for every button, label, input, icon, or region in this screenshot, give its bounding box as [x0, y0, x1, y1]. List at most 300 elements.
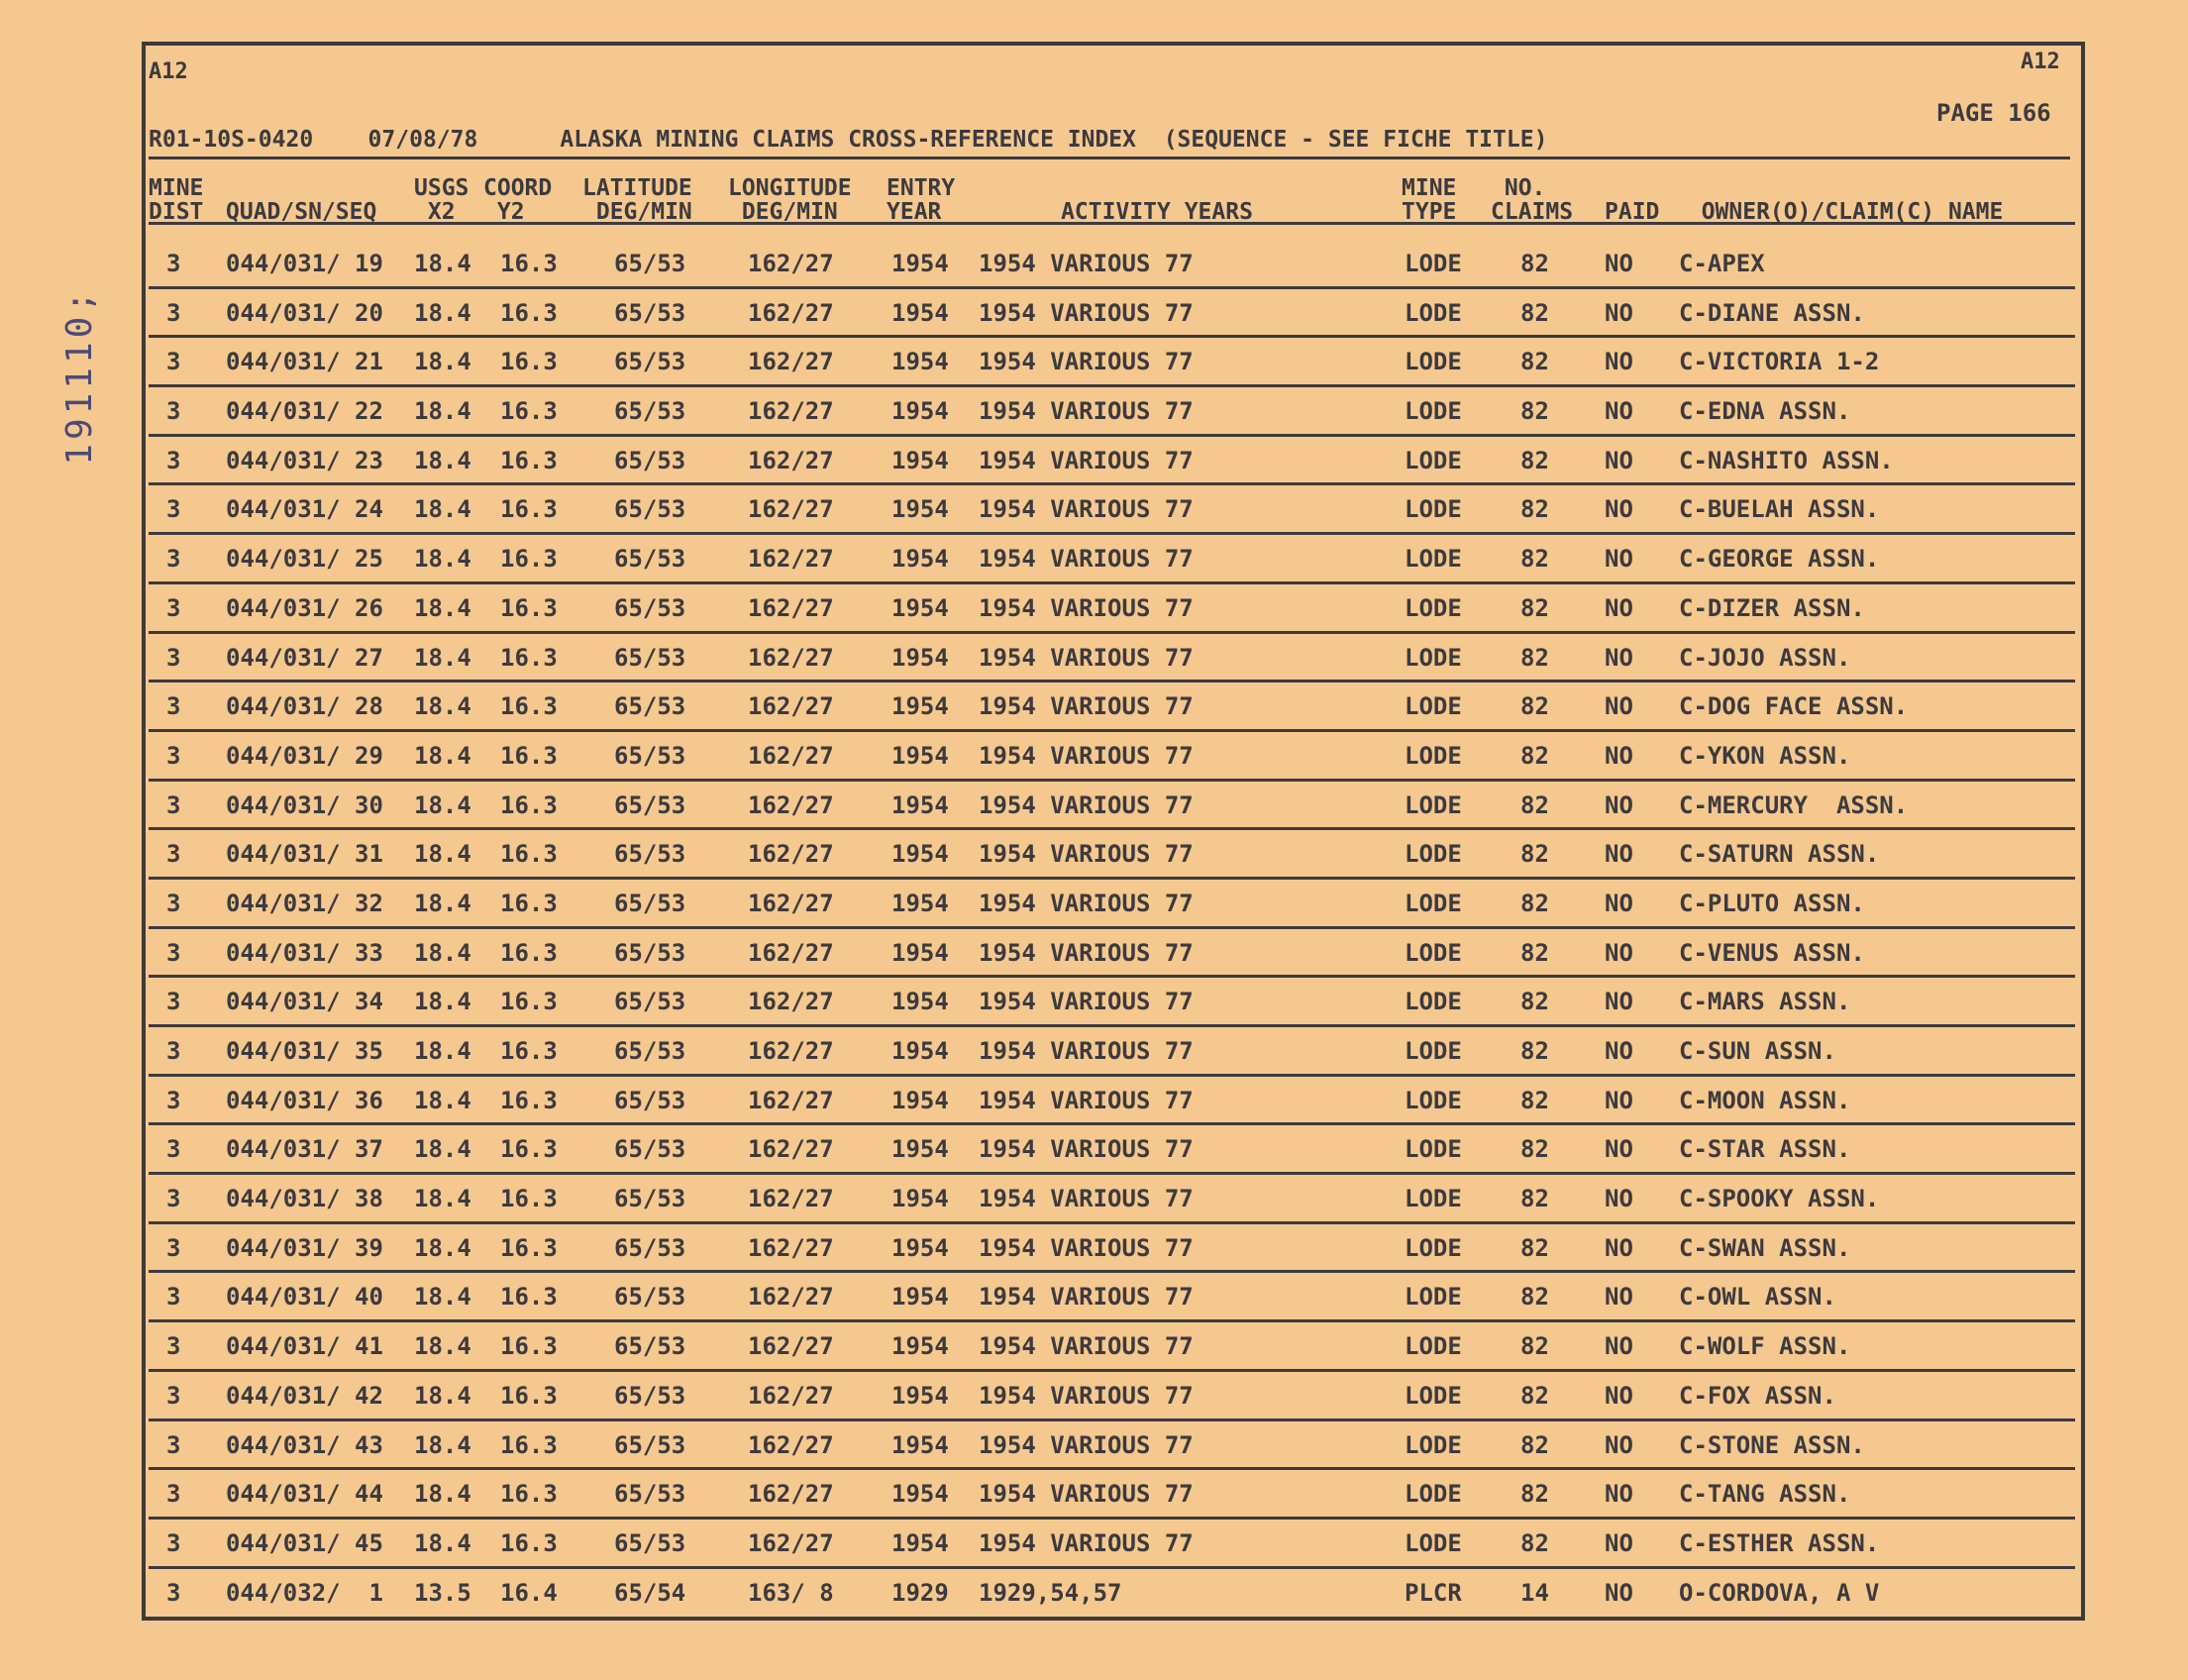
cell-usgs-x2: 18.4	[414, 1528, 471, 1557]
cell-mine-dist: 3	[166, 1135, 181, 1164]
cell-activity-years: 1954 VARIOUS 77	[979, 1037, 1194, 1065]
cell-no-claims: 82	[1520, 397, 1549, 426]
cell-mine-dist: 3	[166, 1283, 181, 1312]
cell-activity-years: 1954 VARIOUS 77	[979, 741, 1194, 770]
cell-owner-claim-name: C-JOJO ASSN.	[1679, 643, 1851, 672]
cell-usgs-x2: 18.4	[414, 298, 471, 327]
cell-latitude: 65/53	[614, 250, 686, 277]
column-header-line1: LONGITUDE	[728, 175, 852, 201]
column-header-line2: DEG/MIN	[728, 199, 838, 225]
cell-mine-dist: 3	[166, 840, 181, 869]
cell-no-claims: 82	[1520, 643, 1549, 672]
column-header-line1: NO.	[1491, 175, 1546, 201]
column-header	[728, 176, 852, 224]
cell-no-claims: 82	[1520, 1381, 1549, 1410]
cell-entry-year: 1954	[891, 1037, 949, 1065]
cell-no-claims: 82	[1520, 840, 1549, 869]
cell-mine-type: LODE	[1405, 250, 1462, 277]
cell-owner-claim-name: C-VENUS ASSN.	[1679, 938, 1865, 967]
cell-coord-y2: 16.3	[500, 1332, 558, 1361]
cell-longitude: 162/27	[748, 988, 834, 1016]
cell-entry-year: 1954	[891, 397, 949, 426]
cell-quad-sn-seq: 044/031/ 25	[226, 545, 383, 574]
cell-paid: NO	[1605, 1135, 1633, 1164]
cell-no-claims: 82	[1520, 1430, 1549, 1459]
cell-entry-year: 1954	[891, 495, 949, 524]
cell-entry-year: 1954	[891, 593, 949, 622]
cell-mine-dist: 3	[166, 1381, 181, 1410]
cell-usgs-x2: 18.4	[414, 1480, 471, 1509]
cell-paid: NO	[1605, 495, 1633, 524]
cell-longitude: 162/27	[748, 298, 834, 327]
cell-activity-years: 1954 VARIOUS 77	[979, 840, 1194, 869]
cell-coord-y2: 16.3	[500, 446, 558, 474]
cell-latitude: 65/53	[614, 1430, 686, 1459]
cell-entry-year: 1954	[891, 1135, 949, 1164]
table-row	[149, 978, 2075, 1027]
cell-owner-claim-name: C-DOG FACE ASSN.	[1679, 692, 1909, 721]
cell-no-claims: 82	[1520, 495, 1549, 524]
cell-no-claims: 82	[1520, 1233, 1549, 1262]
column-header	[979, 176, 1253, 224]
cell-activity-years: 1954 VARIOUS 77	[979, 298, 1194, 327]
cell-mine-dist: 3	[166, 1233, 181, 1262]
cell-no-claims: 82	[1520, 1037, 1549, 1065]
cell-activity-years: 1954 VARIOUS 77	[979, 348, 1194, 376]
cell-mine-dist: 3	[166, 593, 181, 622]
cell-coord-y2: 16.3	[500, 1037, 558, 1065]
cell-longitude: 162/27	[748, 545, 834, 574]
cell-longitude: 162/27	[748, 1332, 834, 1361]
cell-mine-dist: 3	[166, 1578, 181, 1607]
cell-owner-claim-name: C-NASHITO ASSN.	[1679, 446, 1894, 474]
cell-no-claims: 82	[1520, 545, 1549, 574]
cell-usgs-x2: 18.4	[414, 397, 471, 426]
cell-paid: NO	[1605, 250, 1633, 277]
cell-longitude: 162/27	[748, 840, 834, 869]
cell-owner-claim-name: C-SWAN ASSN.	[1679, 1233, 1851, 1262]
cell-coord-y2: 16.3	[500, 1381, 558, 1410]
cell-entry-year: 1954	[891, 298, 949, 327]
cell-paid: NO	[1605, 1480, 1633, 1509]
cell-coord-y2: 16.3	[500, 1480, 558, 1509]
column-header-line1: COORD	[483, 175, 553, 201]
cell-entry-year: 1954	[891, 889, 949, 917]
table-row	[149, 584, 2075, 634]
cell-mine-dist: 3	[166, 348, 181, 376]
cell-coord-y2: 16.3	[500, 397, 558, 426]
cell-paid: NO	[1605, 988, 1633, 1016]
cell-longitude: 162/27	[748, 397, 834, 426]
column-header-line2: CLAIMS	[1491, 199, 1574, 225]
cell-latitude: 65/53	[614, 495, 686, 524]
cell-coord-y2: 16.3	[500, 593, 558, 622]
cell-longitude: 162/27	[748, 348, 834, 376]
corner-label-left: A12	[149, 59, 188, 84]
cell-paid: NO	[1605, 889, 1633, 917]
cell-owner-claim-name: C-MARS ASSN.	[1679, 988, 1851, 1016]
cell-coord-y2: 16.3	[500, 1283, 558, 1312]
cell-quad-sn-seq: 044/031/ 44	[226, 1480, 383, 1509]
cell-quad-sn-seq: 044/031/ 32	[226, 889, 383, 917]
table-row	[149, 289, 2075, 339]
cell-mine-type: LODE	[1405, 741, 1462, 770]
column-header-line2: Y2	[483, 199, 525, 225]
cell-usgs-x2: 18.4	[414, 1430, 471, 1459]
cell-mine-type: LODE	[1405, 545, 1462, 574]
cell-coord-y2: 16.4	[500, 1578, 558, 1607]
cell-mine-type: LODE	[1405, 397, 1462, 426]
cell-entry-year: 1954	[891, 840, 949, 869]
cell-mine-type: LODE	[1405, 1185, 1462, 1213]
cell-owner-claim-name: C-FOX ASSN.	[1679, 1381, 1836, 1410]
cell-paid: NO	[1605, 397, 1633, 426]
cell-mine-dist: 3	[166, 938, 181, 967]
cell-coord-y2: 16.3	[500, 495, 558, 524]
cell-coord-y2: 16.3	[500, 545, 558, 574]
cell-usgs-x2: 18.4	[414, 988, 471, 1016]
cell-activity-years: 1954 VARIOUS 77	[979, 250, 1194, 277]
cell-entry-year: 1954	[891, 790, 949, 819]
cell-no-claims: 82	[1520, 348, 1549, 376]
cell-activity-years: 1954 VARIOUS 77	[979, 790, 1194, 819]
cell-activity-years: 1954 VARIOUS 77	[979, 1233, 1194, 1262]
cell-quad-sn-seq: 044/031/ 33	[226, 938, 383, 967]
cell-usgs-x2: 18.4	[414, 545, 471, 574]
cell-latitude: 65/53	[614, 938, 686, 967]
cell-no-claims: 82	[1520, 889, 1549, 917]
cell-coord-y2: 16.3	[500, 348, 558, 376]
cell-owner-claim-name: C-OWL ASSN.	[1679, 1283, 1836, 1312]
cell-longitude: 162/27	[748, 1037, 834, 1065]
cell-mine-dist: 3	[166, 1185, 181, 1213]
column-header-line2: YEAR	[886, 199, 942, 225]
cell-mine-type: LODE	[1405, 988, 1462, 1016]
column-header	[149, 176, 203, 224]
cell-mine-type: LODE	[1405, 1528, 1462, 1557]
cell-entry-year: 1954	[891, 545, 949, 574]
cell-entry-year: 1954	[891, 1283, 949, 1312]
cell-longitude: 162/27	[748, 1135, 834, 1164]
cell-longitude: 162/27	[748, 889, 834, 917]
cell-mine-dist: 3	[166, 250, 181, 277]
cell-no-claims: 82	[1520, 938, 1549, 967]
cell-quad-sn-seq: 044/031/ 38	[226, 1185, 383, 1213]
table-row	[149, 1421, 2075, 1471]
cell-quad-sn-seq: 044/031/ 39	[226, 1233, 383, 1262]
cell-quad-sn-seq: 044/031/ 35	[226, 1037, 383, 1065]
cell-usgs-x2: 18.4	[414, 250, 471, 277]
cell-latitude: 65/53	[614, 1480, 686, 1509]
cell-latitude: 65/53	[614, 643, 686, 672]
cell-mine-dist: 3	[166, 1480, 181, 1509]
cell-latitude: 65/53	[614, 988, 686, 1016]
cell-owner-claim-name: C-VICTORIA 1-2	[1679, 348, 1880, 376]
table-row	[149, 880, 2075, 929]
column-header	[414, 176, 469, 224]
cell-quad-sn-seq: 044/031/ 24	[226, 495, 383, 524]
cell-activity-years: 1954 VARIOUS 77	[979, 1480, 1194, 1509]
cell-entry-year: 1954	[891, 1480, 949, 1509]
cell-paid: NO	[1605, 1283, 1633, 1312]
cell-mine-dist: 3	[166, 988, 181, 1016]
cell-quad-sn-seq: 044/031/ 43	[226, 1430, 383, 1459]
cell-coord-y2: 16.3	[500, 889, 558, 917]
column-header-line2: X2	[414, 199, 456, 225]
cell-latitude: 65/53	[614, 790, 686, 819]
table-row	[149, 1027, 2075, 1077]
cell-longitude: 162/27	[748, 446, 834, 474]
table-row	[149, 682, 2075, 732]
cell-mine-dist: 3	[166, 1430, 181, 1459]
cell-longitude: 162/27	[748, 1480, 834, 1509]
cell-longitude: 162/27	[748, 938, 834, 967]
cell-no-claims: 82	[1520, 250, 1549, 277]
cell-activity-years: 1954 VARIOUS 77	[979, 643, 1194, 672]
cell-entry-year: 1954	[891, 1233, 949, 1262]
cell-usgs-x2: 18.4	[414, 593, 471, 622]
table-row	[149, 338, 2075, 387]
cell-no-claims: 14	[1520, 1578, 1549, 1607]
cell-coord-y2: 16.3	[500, 298, 558, 327]
cell-owner-claim-name: C-YKON ASSN.	[1679, 741, 1851, 770]
cell-mine-dist: 3	[166, 790, 181, 819]
cell-paid: NO	[1605, 741, 1633, 770]
cell-mine-dist: 3	[166, 1332, 181, 1361]
cell-no-claims: 82	[1520, 1480, 1549, 1509]
cell-quad-sn-seq: 044/031/ 22	[226, 397, 383, 426]
table-row	[149, 1077, 2075, 1126]
cell-quad-sn-seq: 044/031/ 34	[226, 988, 383, 1016]
cell-quad-sn-seq: 044/031/ 30	[226, 790, 383, 819]
cell-quad-sn-seq: 044/031/ 42	[226, 1381, 383, 1410]
cell-no-claims: 82	[1520, 446, 1549, 474]
table-row	[149, 929, 2075, 979]
cell-usgs-x2: 18.4	[414, 643, 471, 672]
cell-coord-y2: 16.3	[500, 643, 558, 672]
column-header	[582, 176, 692, 224]
table-row	[149, 1125, 2075, 1175]
report-header: R01-10S-0420 07/08/78 ALASKA MINING CLAIMS CROSS-REFERENCE INDEX (SEQUENCE - SEE FICHE TITLE)	[149, 127, 2070, 159]
cell-usgs-x2: 18.4	[414, 1185, 471, 1213]
cell-latitude: 65/53	[614, 1233, 686, 1262]
cell-coord-y2: 16.3	[500, 1185, 558, 1213]
cell-paid: NO	[1605, 1037, 1633, 1065]
cell-no-claims: 82	[1520, 1135, 1549, 1164]
cell-owner-claim-name: C-MERCURY ASSN.	[1679, 790, 1909, 819]
column-header	[226, 176, 376, 224]
claims-table	[149, 240, 2075, 1618]
cell-quad-sn-seq: 044/031/ 26	[226, 593, 383, 622]
column-header-line1: LATITUDE	[582, 175, 692, 201]
cell-mine-type: LODE	[1405, 692, 1462, 721]
cell-activity-years: 1954 VARIOUS 77	[979, 1135, 1194, 1164]
margin-handwritten-note: 191110;	[59, 287, 100, 466]
cell-paid: NO	[1605, 1578, 1633, 1607]
cell-usgs-x2: 13.5	[414, 1578, 471, 1607]
column-header	[1674, 176, 2003, 224]
column-header	[1402, 176, 1456, 224]
cell-activity-years: 1954 VARIOUS 77	[979, 446, 1194, 474]
cell-mine-type: LODE	[1405, 348, 1462, 376]
cell-entry-year: 1929	[891, 1578, 949, 1607]
cell-coord-y2: 16.3	[500, 840, 558, 869]
cell-quad-sn-seq: 044/031/ 27	[226, 643, 383, 672]
cell-mine-type: LODE	[1405, 1332, 1462, 1361]
cell-owner-claim-name: C-STONE ASSN.	[1679, 1430, 1865, 1459]
cell-mine-type: LODE	[1405, 593, 1462, 622]
cell-coord-y2: 16.3	[500, 1135, 558, 1164]
header-divider	[149, 222, 2075, 225]
cell-paid: NO	[1605, 1381, 1633, 1410]
cell-latitude: 65/54	[614, 1578, 686, 1607]
cell-activity-years: 1954 VARIOUS 77	[979, 1185, 1194, 1213]
column-header-line1: USGS	[414, 175, 469, 201]
table-row	[149, 634, 2075, 683]
cell-usgs-x2: 18.4	[414, 1086, 471, 1114]
cell-usgs-x2: 18.4	[414, 495, 471, 524]
cell-paid: NO	[1605, 643, 1633, 672]
cell-paid: NO	[1605, 840, 1633, 869]
column-header	[1605, 176, 1659, 224]
cell-entry-year: 1954	[891, 988, 949, 1016]
cell-usgs-x2: 18.4	[414, 446, 471, 474]
cell-mine-dist: 3	[166, 1086, 181, 1114]
cell-mine-dist: 3	[166, 889, 181, 917]
table-row	[149, 1175, 2075, 1224]
cell-quad-sn-seq: 044/031/ 40	[226, 1283, 383, 1312]
cell-longitude: 162/27	[748, 495, 834, 524]
cell-coord-y2: 16.3	[500, 1430, 558, 1459]
cell-paid: NO	[1605, 1233, 1633, 1262]
cell-entry-year: 1954	[891, 741, 949, 770]
cell-coord-y2: 16.3	[500, 988, 558, 1016]
cell-mine-dist: 3	[166, 298, 181, 327]
cell-quad-sn-seq: 044/031/ 37	[226, 1135, 383, 1164]
cell-no-claims: 82	[1520, 1185, 1549, 1213]
cell-owner-claim-name: C-WOLF ASSN.	[1679, 1332, 1851, 1361]
column-header	[483, 176, 552, 224]
cell-mine-type: LODE	[1405, 298, 1462, 327]
cell-owner-claim-name: C-GEORGE ASSN.	[1679, 545, 1880, 574]
cell-entry-year: 1954	[891, 446, 949, 474]
cell-longitude: 162/27	[748, 741, 834, 770]
cell-usgs-x2: 18.4	[414, 1332, 471, 1361]
cell-quad-sn-seq: 044/032/ 1	[226, 1578, 383, 1607]
cell-no-claims: 82	[1520, 1528, 1549, 1557]
cell-activity-years: 1954 VARIOUS 77	[979, 593, 1194, 622]
cell-longitude: 163/ 8	[748, 1578, 834, 1607]
cell-usgs-x2: 18.4	[414, 692, 471, 721]
cell-mine-type: LODE	[1405, 1283, 1462, 1312]
table-row	[149, 437, 2075, 486]
cell-longitude: 162/27	[748, 1086, 834, 1114]
cell-usgs-x2: 18.4	[414, 1233, 471, 1262]
column-header-line2: TYPE	[1402, 199, 1457, 225]
cell-entry-year: 1954	[891, 250, 949, 277]
cell-mine-type: LODE	[1405, 1480, 1462, 1509]
cell-latitude: 65/53	[614, 1528, 686, 1557]
cell-no-claims: 82	[1520, 790, 1549, 819]
cell-activity-years: 1954 VARIOUS 77	[979, 397, 1194, 426]
table-row	[149, 1322, 2075, 1372]
cell-owner-claim-name: O-CORDOVA, A V	[1679, 1578, 1880, 1607]
cell-mine-type: LODE	[1405, 495, 1462, 524]
cell-mine-type: LODE	[1405, 790, 1462, 819]
cell-owner-claim-name: C-EDNA ASSN.	[1679, 397, 1851, 426]
cell-usgs-x2: 18.4	[414, 348, 471, 376]
cell-no-claims: 82	[1520, 1086, 1549, 1114]
cell-latitude: 65/53	[614, 545, 686, 574]
cell-activity-years: 1954 VARIOUS 77	[979, 1332, 1194, 1361]
cell-activity-years: 1954 VARIOUS 77	[979, 1086, 1194, 1114]
table-row	[149, 485, 2075, 535]
cell-no-claims: 82	[1520, 593, 1549, 622]
cell-mine-dist: 3	[166, 1528, 181, 1557]
cell-coord-y2: 16.3	[500, 741, 558, 770]
cell-owner-claim-name: C-DIANE ASSN.	[1679, 298, 1865, 327]
cell-mine-dist: 3	[166, 397, 181, 426]
cell-latitude: 65/53	[614, 1086, 686, 1114]
table-row	[149, 732, 2075, 782]
cell-paid: NO	[1605, 1185, 1633, 1213]
cell-usgs-x2: 18.4	[414, 741, 471, 770]
column-header-line1	[1605, 176, 1659, 200]
cell-latitude: 65/53	[614, 298, 686, 327]
cell-paid: NO	[1605, 692, 1633, 721]
cell-activity-years: 1954 VARIOUS 77	[979, 692, 1194, 721]
cell-latitude: 65/53	[614, 692, 686, 721]
cell-paid: NO	[1605, 298, 1633, 327]
cell-mine-dist: 3	[166, 545, 181, 574]
cell-mine-type: LODE	[1405, 1037, 1462, 1065]
column-header	[886, 176, 955, 224]
table-row	[149, 1224, 2075, 1274]
cell-coord-y2: 16.3	[500, 938, 558, 967]
table-row	[149, 1372, 2075, 1421]
cell-quad-sn-seq: 044/031/ 29	[226, 741, 383, 770]
cell-activity-years: 1929,54,57	[979, 1578, 1122, 1607]
column-header-line2: ACTIVITY YEARS	[979, 199, 1253, 225]
cell-latitude: 65/53	[614, 1135, 686, 1164]
cell-paid: NO	[1605, 348, 1633, 376]
cell-mine-dist: 3	[166, 446, 181, 474]
cell-latitude: 65/53	[614, 1283, 686, 1312]
column-header-line2: DEG/MIN	[582, 199, 692, 225]
column-header-line1	[1674, 176, 2003, 200]
table-row	[149, 782, 2075, 831]
cell-entry-year: 1954	[891, 1430, 949, 1459]
cell-longitude: 162/27	[748, 1430, 834, 1459]
cell-latitude: 65/53	[614, 397, 686, 426]
cell-quad-sn-seq: 044/031/ 19	[226, 250, 383, 277]
cell-latitude: 65/53	[614, 1037, 686, 1065]
cell-owner-claim-name: C-APEX	[1679, 250, 1765, 277]
cell-paid: NO	[1605, 938, 1633, 967]
cell-longitude: 162/27	[748, 1233, 834, 1262]
cell-latitude: 65/53	[614, 446, 686, 474]
cell-owner-claim-name: C-TANG ASSN.	[1679, 1480, 1851, 1509]
cell-mine-type: LODE	[1405, 938, 1462, 967]
cell-owner-claim-name: C-ESTHER ASSN.	[1679, 1528, 1880, 1557]
cell-longitude: 162/27	[748, 692, 834, 721]
cell-no-claims: 82	[1520, 1332, 1549, 1361]
cell-latitude: 65/53	[614, 741, 686, 770]
cell-owner-claim-name: C-SPOOKY ASSN.	[1679, 1185, 1880, 1213]
cell-usgs-x2: 18.4	[414, 790, 471, 819]
cell-paid: NO	[1605, 545, 1633, 574]
cell-paid: NO	[1605, 446, 1633, 474]
